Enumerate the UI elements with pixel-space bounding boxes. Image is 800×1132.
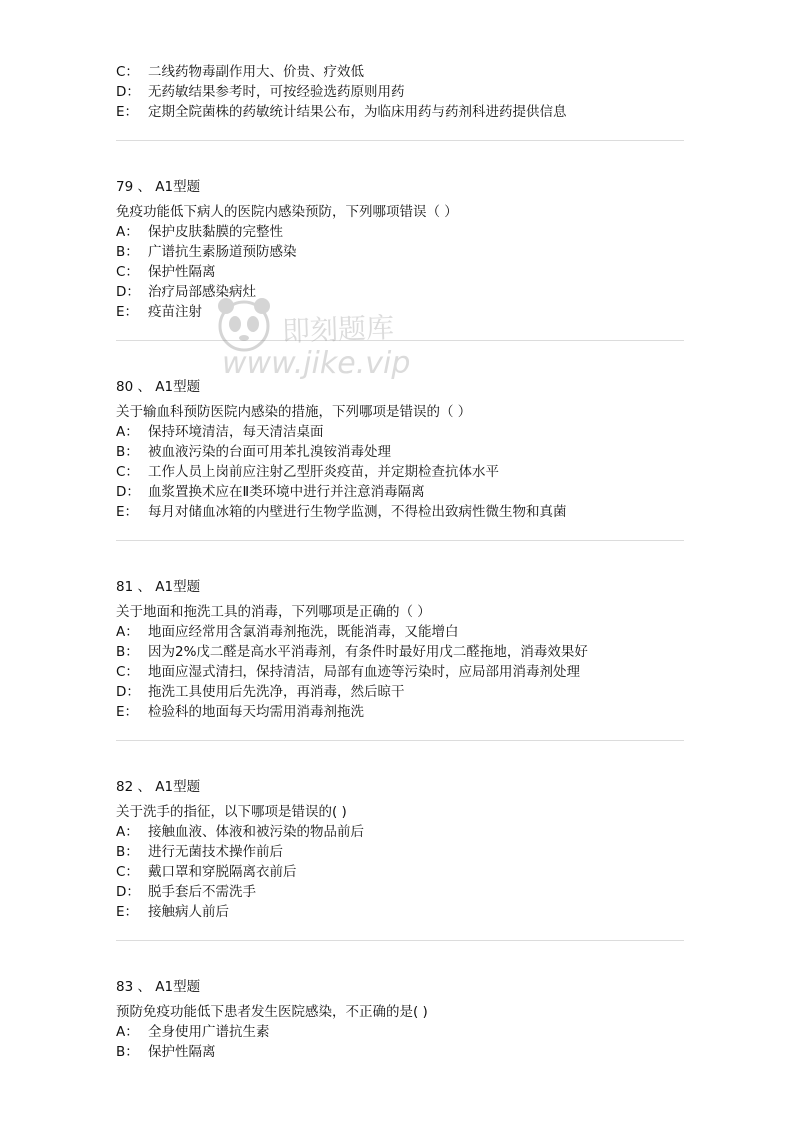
option-text: 保持环境清洁，每天清洁桌面 <box>148 424 324 440</box>
question-header: 80 、 A1型题 <box>116 379 201 395</box>
question-stem: 关于输血科预防医院内感染的措施，下列哪项是错误的（ ） <box>116 404 472 420</box>
option-key: E： <box>116 304 139 320</box>
option-d <box>116 682 405 702</box>
option-key: A： <box>116 224 139 240</box>
option-key: D： <box>116 484 140 500</box>
option-key: B： <box>116 1044 139 1060</box>
option-b <box>116 842 283 862</box>
option-text: 无药敏结果参考时，可按经验选药原则用药 <box>148 84 405 100</box>
option-b <box>116 1042 216 1062</box>
watermark-brand: 即刻题库 <box>281 311 395 348</box>
option-text: 接触血液、体液和被污染的物品前后 <box>148 824 364 840</box>
question-stem: 预防免疫功能低下患者发生医院感染，不正确的是( ) <box>116 1004 428 1020</box>
divider <box>116 140 684 141</box>
watermark <box>212 288 442 398</box>
option-key: A： <box>116 424 139 440</box>
option-text: 保护性隔离 <box>148 264 216 280</box>
option-key: C： <box>116 264 139 280</box>
option-key: C： <box>116 464 139 480</box>
option-text: 保护皮肤黏膜的完整性 <box>148 224 283 240</box>
option-e <box>116 302 202 322</box>
option-key: B： <box>116 644 139 660</box>
option-text: 工作人员上岗前应注射乙型肝炎疫苗，并定期检查抗体水平 <box>148 464 499 480</box>
option-key: A： <box>116 824 139 840</box>
option-text: 全身使用广谱抗生素 <box>148 1024 270 1040</box>
option-text: 广谱抗生素肠道预防感染 <box>148 244 297 260</box>
option-key: D： <box>116 284 140 300</box>
divider <box>116 940 684 941</box>
question-header: 79 、 A1型题 <box>116 179 201 195</box>
question-stem: 关于洗手的指征，以下哪项是错误的( ) <box>116 804 347 820</box>
option-key: D： <box>116 884 140 900</box>
option-e <box>116 502 567 522</box>
option-key: B： <box>116 444 139 460</box>
option-text: 疫苗注射 <box>148 304 202 320</box>
option-key: E： <box>116 704 139 720</box>
option-text: 保护性隔离 <box>148 1044 216 1060</box>
option-key: E： <box>116 504 139 520</box>
question-header: 83 、 A1型题 <box>116 979 201 995</box>
option-key: A： <box>116 1024 139 1040</box>
option-text: 定期全院菌株的药敏统计结果公布，为临床用药与药剂科进药提供信息 <box>148 104 567 120</box>
option-text: 接触病人前后 <box>148 904 229 920</box>
option-text: 被血液污染的台面可用苯扎溴铵消毒处理 <box>148 444 391 460</box>
question-header: 82 、 A1型题 <box>116 779 201 795</box>
question-header: 81 、 A1型题 <box>116 579 201 595</box>
option-a <box>116 822 364 842</box>
option-a <box>116 622 459 642</box>
option-text: 地面应湿式清扫，保持清洁，局部有血迹等污染时，应局部用消毒剂处理 <box>148 664 580 680</box>
option-c <box>116 862 297 882</box>
option-text: 地面应经常用含氯消毒剂拖洗，既能消毒，又能增白 <box>148 624 459 640</box>
option-text: 治疗局部感染病灶 <box>148 284 256 300</box>
option-a <box>116 1022 270 1042</box>
option-text: 检验科的地面每天均需用消毒剂拖洗 <box>148 704 364 720</box>
option-text: 每月对储血冰箱的内壁进行生物学监测，不得检出致病性微生物和真菌 <box>148 504 567 520</box>
option-key: E： <box>116 904 139 920</box>
question-stem: 关于地面和拖洗工具的消毒，下列哪项是正确的（ ） <box>116 604 431 620</box>
option-key: B： <box>116 844 139 860</box>
option-key: C： <box>116 864 139 880</box>
option-a <box>116 222 283 242</box>
option-d <box>116 882 256 902</box>
option-text: 血浆置换术应在Ⅱ类环境中进行并注意消毒隔离 <box>148 484 425 500</box>
option-d <box>116 482 425 502</box>
option-d <box>116 82 405 102</box>
option-key: C： <box>116 664 139 680</box>
option-b <box>116 442 391 462</box>
option-c <box>116 262 216 282</box>
option-text: 因为2%戊二醛是高水平消毒剂，有条件时最好用戊二醛拖地，消毒效果好 <box>148 644 588 660</box>
option-key: D： <box>116 684 140 700</box>
option-b <box>116 642 588 662</box>
option-d <box>116 282 256 302</box>
option-e <box>116 902 229 922</box>
option-key: A： <box>116 624 139 640</box>
divider <box>116 340 684 341</box>
option-b <box>116 242 297 262</box>
option-text: 二线药物毒副作用大、价贵、疗效低 <box>148 64 364 80</box>
option-c <box>116 662 580 682</box>
option-key: B： <box>116 244 139 260</box>
option-text: 戴口罩和穿脱隔离衣前后 <box>148 864 297 880</box>
option-key: D： <box>116 84 140 100</box>
divider <box>116 740 684 741</box>
watermark-url: www.jike.vip <box>222 346 411 381</box>
option-key: E： <box>116 104 139 120</box>
option-c <box>116 462 499 482</box>
option-text: 拖洗工具使用后先洗净，再消毒，然后晾干 <box>148 684 405 700</box>
option-e <box>116 702 364 722</box>
option-a <box>116 422 324 442</box>
divider <box>116 540 684 541</box>
option-text: 进行无菌技术操作前后 <box>148 844 283 860</box>
option-key: C： <box>116 64 139 80</box>
option-e <box>116 102 567 122</box>
option-text: 脱手套后不需洗手 <box>148 884 256 900</box>
option-c <box>116 62 364 82</box>
question-stem: 免疫功能低下病人的医院内感染预防，下列哪项错误（ ） <box>116 204 458 220</box>
